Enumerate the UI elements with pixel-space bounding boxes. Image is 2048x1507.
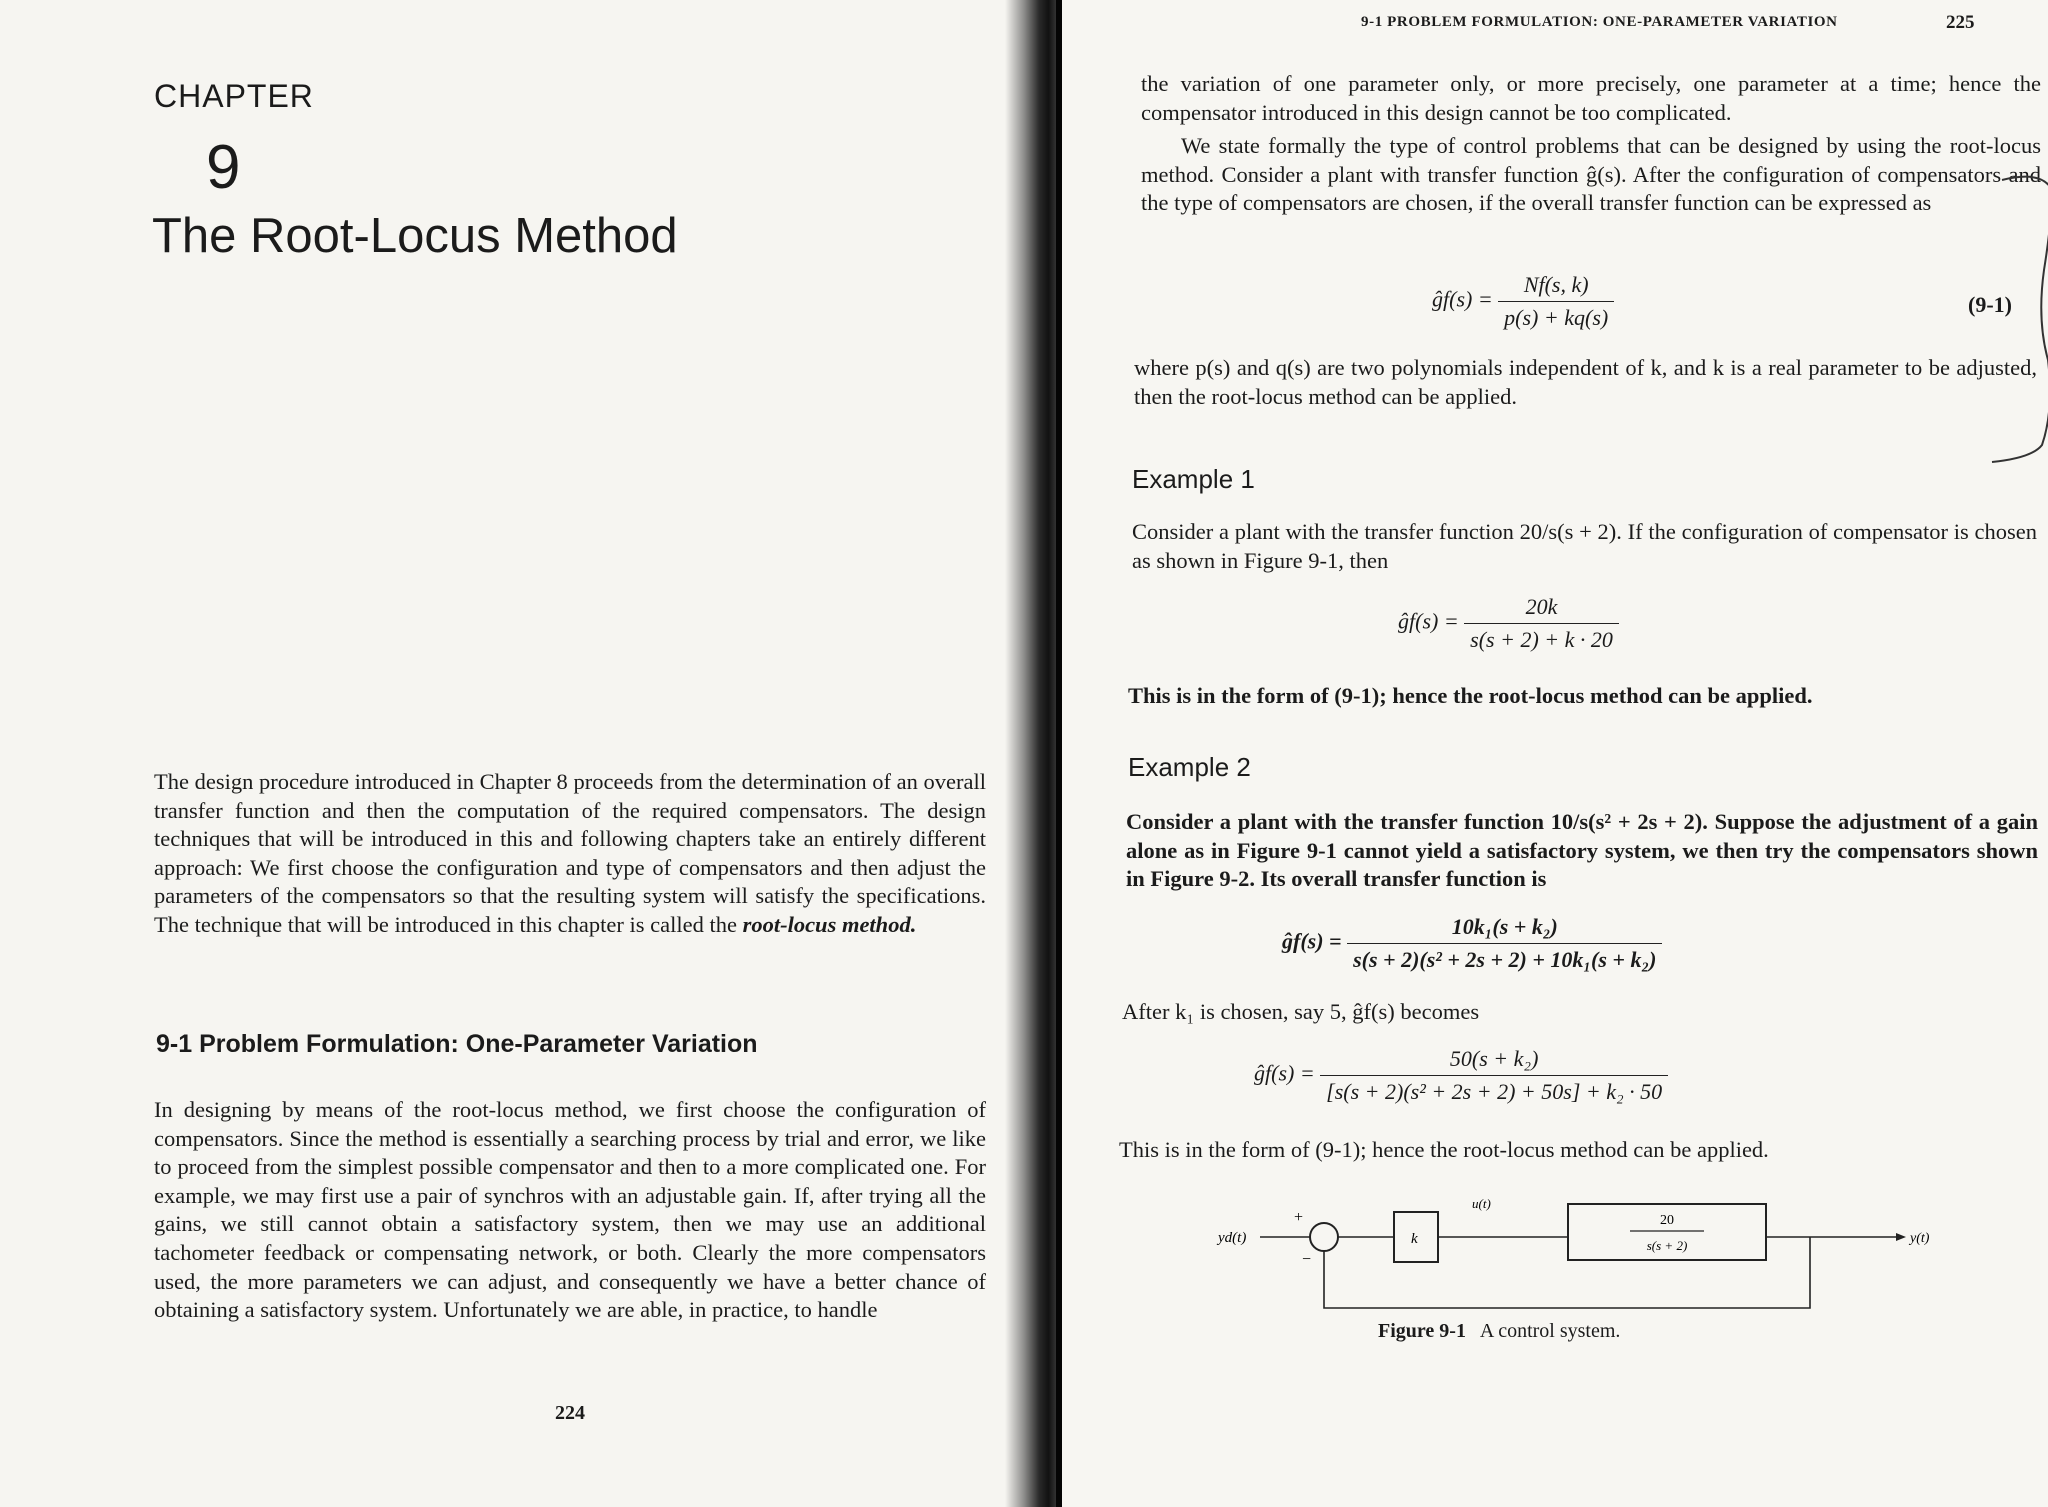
figure-caption <box>1378 1320 1620 1343</box>
chapter-title: The Root-Locus Method <box>152 209 678 263</box>
ex1-eq-fraction <box>1464 594 1619 653</box>
example-2-text: Consider a plant with the transfer function 10/s(s² + 2s + 2). Suppose the adjustment of a gain alone as in Figure 9-1 cannot yield a satisfactory system, we then try the compensators shown in Figure 9-2. Its overall transfer function is <box>1126 809 2038 892</box>
example-1-text: Consider a plant with the transfer function 20/s(s + 2). If the configuration of compensator is chosen as shown in Figure 9-1, then <box>1132 519 2037 573</box>
figure-9-1-diagram <box>1210 1192 1930 1332</box>
intro-text: The design procedure introduced in Chapter 8 proceeds from the determination of an overall transfer function and then the computation of the required compensators. The design techniques that will be introduced in this and following chapters take an entirely different approach: We first choose the configuration and type of compensators and then adjust the parameters of the compensators so that the resulting system will satisfy the specifications. The technique that will be introduced in this chapter is called the <box>154 769 986 937</box>
ex2-eq1-denominator: s(s + 2)(s² + 2s + 2) + 10k₁(s + k₂) <box>1347 943 1662 973</box>
output-arrow <box>1896 1233 1906 1241</box>
equation-label: (9-1) <box>1968 292 2012 317</box>
input-label: yd(t) <box>1218 1230 1247 1246</box>
chapter-label: CHAPTER <box>154 78 314 114</box>
control-label: u(t) <box>1472 1196 1491 1211</box>
plus-sign: + <box>1294 1209 1304 1226</box>
ex1-eq-lhs: ĝf(s) = <box>1398 608 1459 634</box>
ex2-eq2-fraction <box>1320 1046 1668 1105</box>
chapter-number: 9 <box>206 133 241 202</box>
example-1-equation <box>1398 594 1619 653</box>
eq1-lhs: ĝf(s) = <box>1432 286 1493 312</box>
book-gutter-shadow <box>1005 0 1062 1507</box>
gain-label: k <box>1411 1231 1418 1247</box>
plant-denominator: s(s + 2) <box>1646 1238 1688 1253</box>
ex1-eq-numerator: 20k <box>1525 594 1558 619</box>
paragraph-1: the variation of one parameter only, or more precisely, one parameter at a time; hence the compensator introduced in this design cannot be too complicated. <box>1141 71 2041 125</box>
eq1-denominator: p(s) + kq(s) <box>1498 301 1614 331</box>
eq1-fraction <box>1498 272 1614 331</box>
summing-junction <box>1310 1223 1338 1251</box>
where-paragraph: where p(s) and q(s) are two polynomials independent of k, and k is a real parameter to be adjusted, then the root-locus method can be applied. <box>1134 355 2037 409</box>
eq1-numerator: Nf(s, k) <box>1523 272 1589 297</box>
example-2-mid: After k₁ is chosen, say 5, ĝf(s) becomes <box>1122 999 1480 1024</box>
example-2-heading: Example 2 <box>1128 752 1251 782</box>
minus-sign: − <box>1302 1251 1312 1268</box>
section-heading: 9-1 Problem Formulation: One-Parameter Variation <box>156 1030 758 1058</box>
example-2-equation-1 <box>1282 914 1662 973</box>
ex1-eq-denominator: s(s + 2) + k · 20 <box>1464 623 1619 653</box>
margin-bracket-annotation <box>1982 160 2048 470</box>
intro-term: root-locus method. <box>742 911 917 937</box>
caption-text: A control system. <box>1479 1320 1621 1342</box>
ex2-eq1-lhs: ĝf(s) = <box>1282 928 1342 954</box>
section-body: In designing by means of the root-locus method, we first choose the configuration of compensators. Since the method is essentially a searching process by trial and error, we like to proceed from the simplest possible compensator and then to a more complicated one. For example, we may first use a pair of synchros with an adjustable gain. If, after trying all the gains, we still cannot obtain a satisfactory system, then we may use an additional tachometer feedback or compensating network, or both. Clearly the more compensators used, the more parameters we can adjust, and consequently we have a better chance of obtaining a satisfactory system. Unfortunately we are able, in practice, to handle <box>154 1097 986 1323</box>
page-number-right: 225 <box>1946 12 1975 33</box>
ex2-eq2-lhs: ĝf(s) = <box>1254 1060 1315 1086</box>
example-1-conclusion: This is in the form of (9-1); hence the root-locus method can be applied. <box>1128 683 1813 708</box>
right-page <box>1062 0 2048 1507</box>
ex2-eq2-denominator: [s(s + 2)(s² + 2s + 2) + 50s] + k₂ · 50 <box>1320 1075 1668 1105</box>
ex2-eq2-numerator: 50(s + k₂) <box>1449 1046 1539 1071</box>
paragraph-2: We state formally the type of control problems that can be designed by using the root-locus method. Consider a plant with transfer function ĝ(s). After the configuration of compensators and the type of compensators are chosen, if the overall transfer function can be expressed as <box>1141 133 2041 216</box>
plant-numerator: 20 <box>1660 1213 1674 1228</box>
running-head: 9-1 PROBLEM FORMULATION: ONE-PARAMETER VARIATION <box>1361 14 1838 30</box>
example-2-conclusion: This is in the form of (9-1); hence the root-locus method can be applied. <box>1119 1137 1769 1162</box>
bracket-stroke <box>1992 177 2048 462</box>
equation-9-1 <box>1432 272 1614 331</box>
ex2-eq1-numerator: 10k₁(s + k₂) <box>1451 914 1558 939</box>
chapter-intro <box>154 768 986 940</box>
example-1-heading: Example 1 <box>1132 464 1255 494</box>
example-2-equation-2 <box>1254 1046 1668 1105</box>
caption-number: Figure 9-1 <box>1378 1320 1466 1342</box>
output-label: y(t) <box>1910 1231 1930 1246</box>
page-number-left: 224 <box>555 1402 585 1424</box>
ex2-eq1-fraction <box>1347 914 1662 973</box>
